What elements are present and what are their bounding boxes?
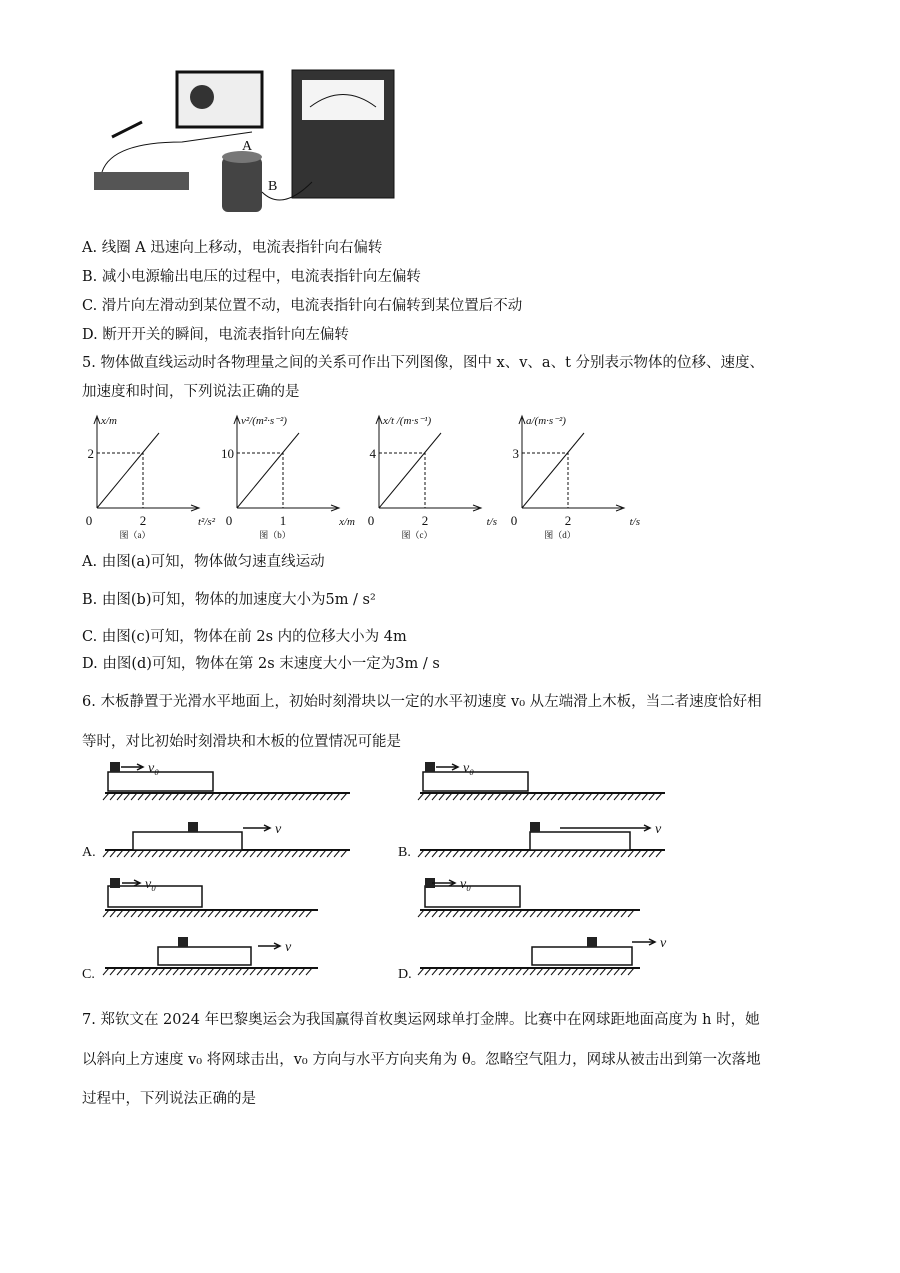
caption: 图（a）	[119, 530, 151, 540]
option-label: C.	[82, 967, 95, 982]
board	[530, 832, 630, 850]
q4-option-a: A. 线圈 A 迅速向上移动，电流表指针向右偏转	[82, 240, 383, 256]
velocity-arrow	[632, 939, 655, 945]
y-label: x/t /(m·s⁻¹)	[383, 415, 432, 427]
velocity-label: v	[275, 822, 282, 837]
q6-stem: 等时，对比初始时刻滑块和木板的位置情况可能是	[82, 734, 401, 750]
y-label: a/(m·s⁻²)	[526, 415, 566, 427]
x-label: t²/s²	[198, 516, 215, 528]
board	[532, 947, 632, 965]
board	[158, 947, 251, 965]
velocity-label: v	[655, 822, 662, 837]
data-line	[237, 433, 299, 508]
y-axis	[519, 416, 525, 508]
x-label: x/m	[339, 516, 355, 528]
velocity-label: v₀	[463, 761, 475, 776]
data-line	[522, 433, 584, 508]
x-tick: 2	[564, 513, 572, 528]
board	[423, 772, 528, 791]
q6-option-figures	[0, 750, 900, 990]
q5-option-c: C. 由图(c)可知，物体在前 2s 内的位移大小为 4m	[82, 629, 407, 645]
board	[108, 772, 213, 791]
y-tick: 10	[221, 446, 234, 461]
slider-block	[587, 937, 597, 947]
velocity-label: v	[285, 940, 292, 955]
q6-stem: 6. 木板静置于光滑水平地面上，初始时刻滑块以一定的水平初速度 v₀ 从左端滑上木板，当二者速度恰好相	[82, 694, 762, 710]
caption: 图（c）	[401, 530, 433, 540]
velocity-arrow	[436, 764, 458, 770]
slider-block	[188, 822, 198, 832]
y-tick: 3	[512, 446, 519, 461]
slider-block	[110, 762, 120, 772]
svg-text:A: A	[242, 139, 253, 154]
q5-option-a: A. 由图(a)可知，物体做匀速直线运动	[82, 554, 325, 570]
data-line	[379, 433, 441, 508]
option-label: D.	[398, 967, 412, 982]
ground-hatch	[418, 968, 634, 975]
svg-text:B: B	[268, 179, 278, 194]
origin: 0	[367, 513, 375, 528]
ground-hatch	[103, 910, 312, 917]
y-label: x/m	[101, 415, 117, 427]
velocity-arrow	[121, 764, 143, 770]
x-tick: 1	[279, 513, 287, 528]
option-label: A.	[82, 845, 96, 860]
ground-hatch	[103, 793, 347, 800]
y-axis	[376, 416, 382, 508]
q7-stem: 7. 郑钦文在 2024 年巴黎奥运会为我国赢得首枚奥运网球单打金牌。比赛中在网球距地面高度为 h 时，她	[82, 1012, 760, 1028]
origin: 0	[510, 513, 518, 528]
caption: 图（b）	[259, 530, 291, 540]
ground-hatch	[103, 850, 347, 857]
velocity-arrow	[122, 880, 140, 886]
x-axis	[97, 505, 199, 511]
velocity-label: v₀	[148, 761, 160, 776]
q4-option-b: B. 减小电源输出电压的过程中，电流表指针向左偏转	[82, 269, 421, 285]
circuit-apparatus-figure	[82, 62, 402, 222]
y-axis	[234, 416, 240, 508]
q5-option-d: D. 由图(d)可知，物体在第 2s 末速度大小一定为3m / s	[82, 656, 440, 672]
velocity-arrow	[258, 943, 280, 949]
velocity-label: v₀	[145, 877, 157, 892]
velocity-label: v₀	[460, 877, 472, 892]
y-axis	[94, 416, 100, 508]
option-label: B.	[398, 845, 411, 860]
y-tick: 4	[369, 446, 376, 461]
x-label: t/s	[486, 516, 497, 528]
board	[425, 886, 520, 907]
q5-option-b: B. 由图(b)可知，物体的加速度大小为5m / s²	[82, 592, 376, 608]
graph-0	[85, 410, 230, 540]
ground-hatch	[418, 793, 662, 800]
x-axis	[237, 505, 339, 511]
x-tick: 2	[421, 513, 429, 528]
slider-block	[178, 937, 188, 947]
graph-2	[367, 410, 512, 540]
x-tick: 2	[139, 513, 147, 528]
graph-1	[221, 410, 370, 540]
slider-block	[110, 878, 120, 888]
origin: 0	[225, 513, 233, 528]
velocity-label: v	[660, 936, 667, 951]
q5-stem: 5. 物体做直线运动时各物理量之间的关系可作出下列图像，图中 x、v、a、t 分别表示物体的位移、速度、	[82, 355, 764, 371]
slider-block	[530, 822, 540, 832]
x-axis	[522, 505, 624, 511]
velocity-arrow	[560, 825, 650, 831]
q4-option-c: C. 滑片向左滑动到某位置不动，电流表指针向右偏转到某位置后不动	[82, 298, 523, 314]
q7-stem: 过程中，下列说法正确的是	[82, 1091, 256, 1107]
x-axis	[379, 505, 481, 511]
caption: 图（d）	[544, 530, 576, 540]
ground-hatch	[103, 968, 312, 975]
y-tick: 2	[87, 446, 94, 461]
data-line	[97, 433, 159, 508]
y-label: v²/(m²·s⁻²)	[241, 415, 287, 427]
velocity-arrow	[432, 880, 455, 886]
origin: 0	[85, 513, 93, 528]
q7-stem: 以斜向上方速度 v₀ 将网球击出，v₀ 方向与水平方向夹角为 θ。忽略空气阻力，网球从被击出到第一次落地	[82, 1052, 761, 1068]
slider-block	[425, 762, 435, 772]
board	[133, 832, 242, 850]
x-label: t/s	[629, 516, 640, 528]
graph-3	[510, 410, 655, 540]
q5-stem: 加速度和时间，下列说法正确的是	[82, 384, 300, 400]
ground-hatch	[418, 910, 634, 917]
q4-option-d: D. 断开开关的瞬间，电流表指针向左偏转	[82, 327, 349, 343]
ground-hatch	[418, 850, 662, 857]
velocity-arrow	[243, 825, 270, 831]
